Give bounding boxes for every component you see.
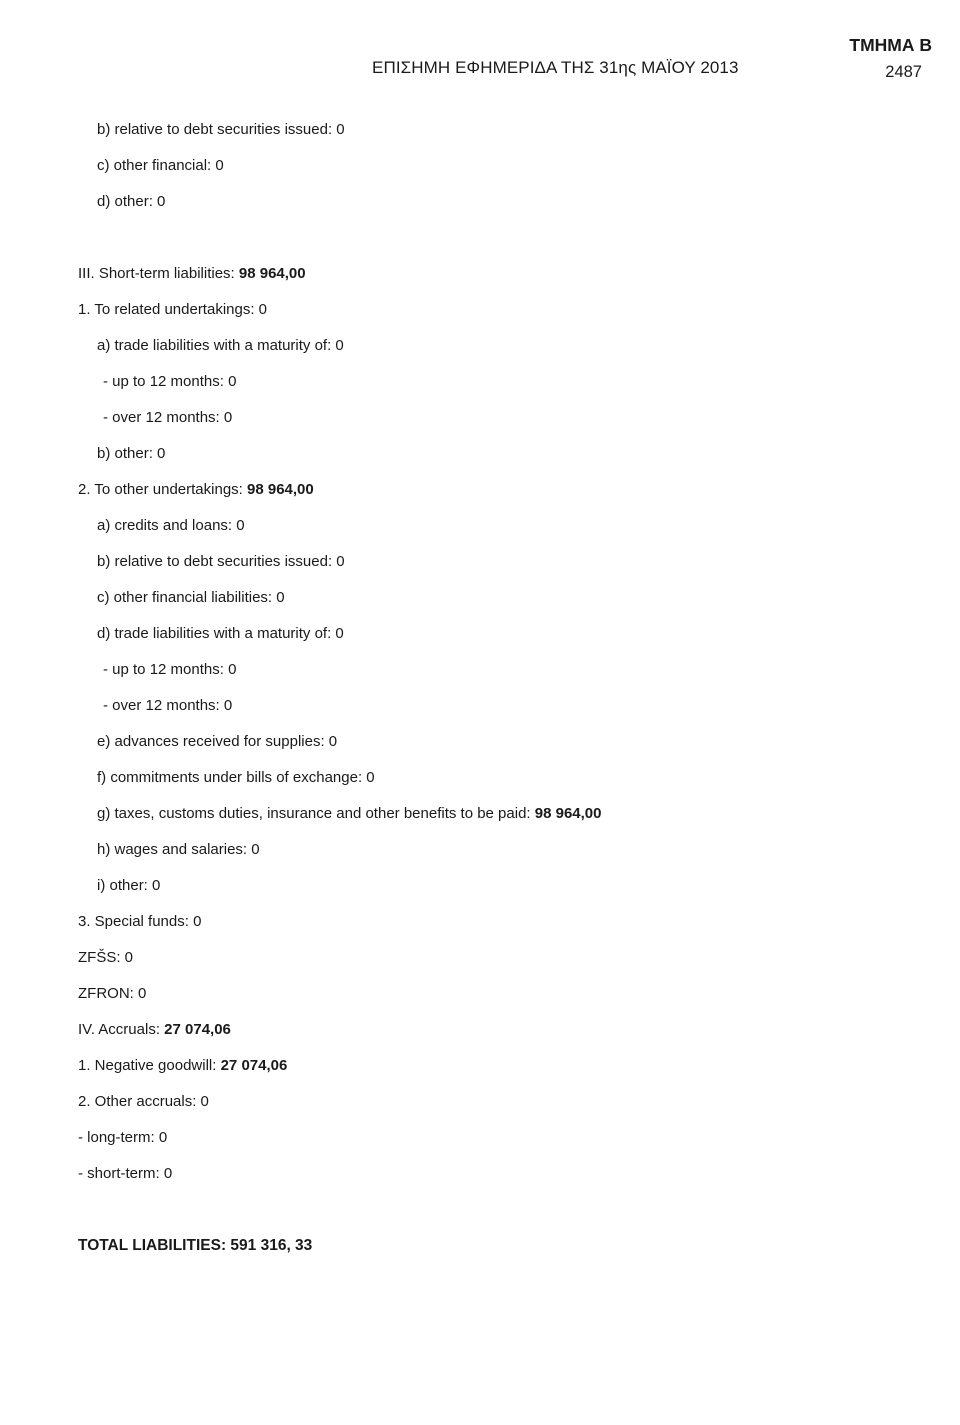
line-other-2: b) other: 0 (97, 445, 166, 462)
line-over-12-months-2: - over 12 months: 0 (103, 697, 233, 714)
section-label: ΤΜΗΜΑ Β (849, 35, 932, 55)
line-trade-liabilities-2: d) trade liabilities with a maturity of: 0 (97, 625, 344, 642)
line-other-financial-liabilities: c) other financial liabilities: 0 (97, 589, 285, 606)
line-up-to-12-months-2: - up to 12 months: 0 (103, 661, 237, 678)
line-label: 1. Negative goodwill: (78, 1057, 221, 1074)
line-trade-liabilities-1: a) trade liabilities with a maturity of: 0 (97, 337, 344, 354)
line-other-3: i) other: 0 (97, 877, 161, 894)
total-liabilities: TOTAL LIABILITIES: 591 316, 33 (78, 1237, 313, 1254)
line-negative-goodwill (78, 1057, 287, 1074)
line-accruals (78, 1021, 231, 1038)
line-label: 2. To other undertakings: (78, 481, 247, 498)
line-taxes-duties (97, 805, 602, 822)
page-number: 2487 (885, 63, 922, 81)
line-amount: 27 074,06 (220, 1057, 288, 1074)
line-over-12-months-1: - over 12 months: 0 (103, 409, 233, 426)
line-advances-received: e) advances received for supplies: 0 (97, 733, 338, 750)
line-amount: 98 964,00 (534, 805, 602, 822)
line-other-accruals: 2. Other accruals: 0 (78, 1093, 209, 1110)
line-other-financial-1: c) other financial: 0 (97, 157, 224, 174)
line-debt-securities-2: b) relative to debt securities issued: 0 (97, 553, 345, 570)
line-short-term: - short-term: 0 (78, 1165, 173, 1182)
line-zfron: ZFRON: 0 (78, 985, 147, 1002)
line-short-term-liabilities (78, 265, 306, 282)
line-related-undertakings: 1. To related undertakings: 0 (78, 301, 268, 318)
line-wages-salaries: h) wages and salaries: 0 (97, 841, 260, 858)
line-label: IV. Accruals: (78, 1021, 165, 1038)
line-bills-of-exchange: f) commitments under bills of exchange: 0 (97, 769, 375, 786)
line-other-1: d) other: 0 (97, 193, 166, 210)
line-long-term: - long-term: 0 (78, 1129, 168, 1146)
line-label: g) taxes, customs duties, insurance and other benefits to be paid: (97, 805, 535, 822)
line-other-undertakings (78, 481, 314, 498)
line-label: III. Short-term liabilities: (78, 265, 239, 282)
line-amount: 27 074,06 (164, 1021, 231, 1038)
gazette-title: ΕΠΙΣΗΜΗ ΕΦΗΜΕΡΙΔΑ ΤΗΣ 31ης ΜΑΪΟΥ 2013 (372, 58, 739, 77)
line-amount: 98 964,00 (247, 481, 314, 498)
line-credits-and-loans: a) credits and loans: 0 (97, 517, 245, 534)
line-zfss: ZFŠS: 0 (78, 949, 134, 966)
line-special-funds: 3. Special funds: 0 (78, 913, 202, 930)
line-debt-securities-1: b) relative to debt securities issued: 0 (97, 121, 345, 138)
line-amount: 98 964,00 (238, 265, 306, 282)
line-up-to-12-months-1: - up to 12 months: 0 (103, 373, 237, 390)
